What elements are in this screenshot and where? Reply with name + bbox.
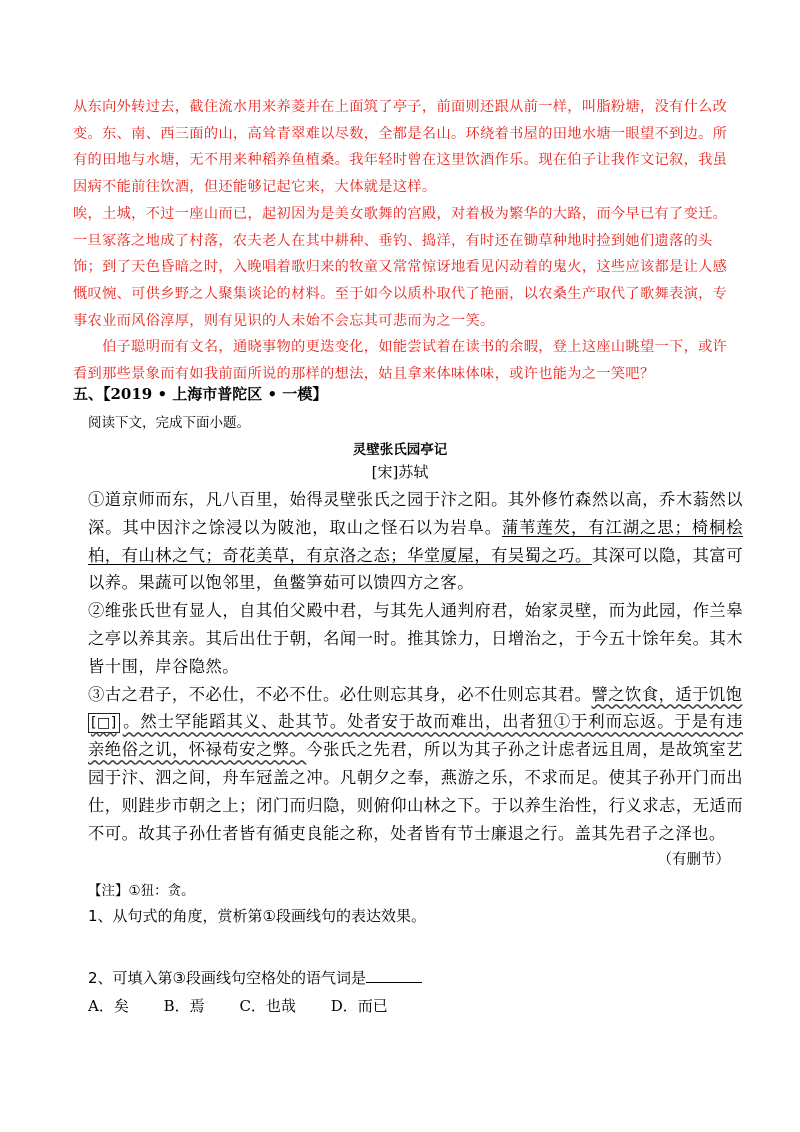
article-author: [宋]苏轼 [371,463,429,481]
translation-paragraph: 伯子聪明而有文名，通晓事物的更迭变化，如能尝试着在读书的余暇，登上这座山眺望一下，或许看到那些景象而有如我前面所说的那样的想法，姑且拿来体味体味，或许也能为之一笑吧？ [73,339,728,383]
option-a: A．矣 [88,997,129,1015]
answer-options [88,995,418,1016]
question-2 [88,967,422,988]
text-segment: ①道京师而东，凡八百里，始得灵壁张氏之园于汴之阳。其外修竹森然以高，乔木蓊然以深。其中因汴之馀浸以为陂池，取山之怪石以为岩阜。 [88,490,743,537]
translation-text [73,94,733,388]
article-title: 灵壁张氏园亭记 [352,442,448,458]
translation-paragraph: 唉，土城，不过一座山而已，起初因为是美女歌舞的宫殿，对着极为繁华的大路，而今早已有了变迁。一旦冢落之地成了村落，农夫老人在其中耕种、垂钓、捣洋，有时还在锄草种地时捡到她们遗落的头饰；到了天色昏暗之时，入晚唱着歌归来的牧童又常常惊讶地看见闪动着的鬼火，这些应该都是让人感慨叹惋、可供乡野之人聚集谈论的材料。至于如今以质朴取代了艳丽，以农桑生产取代了歌舞表演，专事农业而风俗淳厚，则有见识的人未始不会忘其可悲而为之一笑。 [73,205,728,329]
question-text: 2、可填入第③段画线句空格处的语气词是 [88,969,366,987]
wavy-underlined-sentence: 。然士罕能蹈其义、赴其节。处者安于故而难出，出者狃①于利而忘返。于是有违亲绝俗之讥，怀禄苟安之弊。 [88,712,743,760]
option-d: D．而已 [330,997,388,1015]
article-body [88,486,743,847]
blank-box: [□] [88,713,120,733]
answer-blank [366,968,422,983]
wavy-underlined-sentence: 譬之饮食，适于饥饱 [591,684,743,704]
text-segment: ③古之君子，不必仕，不必不仕。必仕则忘其身，必不仕则忘其君。 [88,684,592,704]
underlined-sentence: 蒲苇莲芡，有江湖之思；椅桐桧柏，有山林之气；奇花美草，有京洛之态；华堂厦屋，有吴蜀之巧。 [88,517,743,565]
article-paragraph-1 [88,486,743,597]
text-segment: 其深可以隐，其富可以养。果蔬可以饱邻里，鱼鳖笋茹可以馈四方之客。 [88,545,743,593]
text-segment: 今张氏之先君，所以为其子孙之计虑者远且周，是故筑室艺园于汴、泗之间，舟车冠盖之冲。凡朝夕之奉，燕游之乐，不求而足。使其子孙开门而出仕，则跬步市朝之上；闭门而归隐，则俯仰山林之下。于以养生治性，行义求志，无适而不可。故其子孙仕者皆有循吏良能之称，处者皆有节士廉退之行。盖其先君子之泽也。 [88,740,743,843]
instruction-text: 阅读下文，完成下面小题。 [88,415,250,431]
option-b: B．焉 [163,997,205,1015]
article-paragraph-3 [88,681,743,848]
article-paragraph-2: ②维张氏世有显人，自其伯父殿中君，与其先人通判府君，始家灵壁，而为此园，作兰皋之亭以养其亲。其后出仕于朝，名闻一时。推其馀力，日增治之，于今五十馀年矣。其木皆十围，岸谷隐然。 [88,601,743,676]
option-c: C．也哉 [239,997,296,1015]
footnote: 【注】①狃：贪。 [88,883,195,899]
question-1: 1、从句式的角度，赏析第①段画线句的表达效果。 [88,907,426,925]
deletion-note: （有删节） [657,852,730,868]
section-heading: 五、【2019 • 上海市普陀区 • 一模】 [73,385,328,403]
translation-paragraph: 从东向外转过去，截住流水用来养菱并在上面筑了亭子，前面则还跟从前一样，叫脂粉塘，没有什么改变。东、南、西三面的山，高耸青翠难以尽数，全都是名山。环绕着书屋的田地水塘一眼望不到边。所有的田地与水塘，无不用来种稻养鱼植桑。我年轻时曾在这里饮酒作乐。现在伯子让我作文记叙，我虽因病不能前往饮酒，但还能够记起它来，大体就是这样。 [73,99,728,196]
